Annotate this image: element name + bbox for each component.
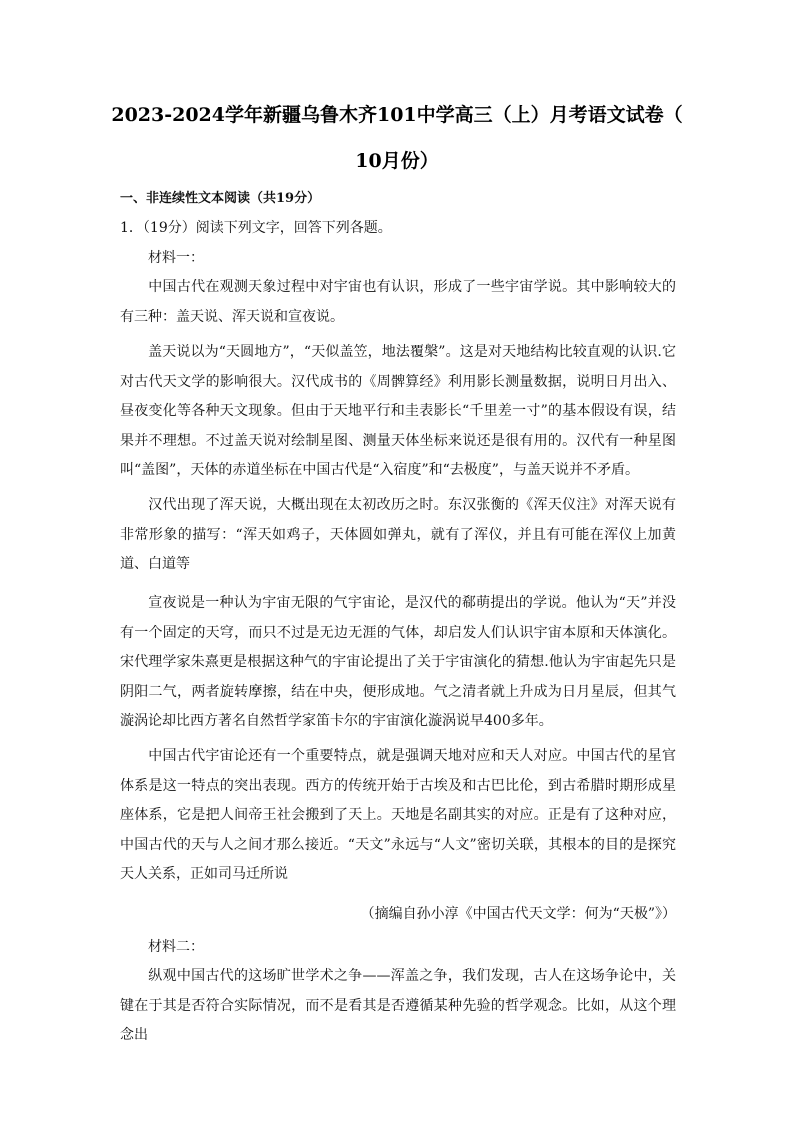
material-2-label: 材料二： bbox=[148, 939, 204, 955]
paragraph-6 bbox=[120, 962, 676, 1051]
paragraph-3 bbox=[120, 491, 676, 580]
material-1-label: 材料一： bbox=[148, 250, 204, 266]
paragraph-5-text: 中国古代宇宙论还有一个重要特点，就是强调天地对应和天人对应。中国古代的星官体系是这一特点的突出表现。西方的传统开始于古埃及和古巴比伦，到古希腊时期形成星座体系，它是把人间帝王社会搬到了天上。天地是名副其实的对应。正是有了这种对应，中国古代的天与人之间才那么接近。“天文”永远与“人文”密切关联，其根本的目的是探究天人关系，正如司马迁所说 bbox=[120, 748, 676, 882]
question-1-prompt: 1．（19分）阅读下列文字，回答下列各题。 bbox=[120, 220, 392, 236]
paragraph-4-text: 宣夜说是一种认为宇宙无限的气宇宙论，是汉代的郗萌提出的学说。他认为“天”并没有一个固定的天穹，而只不过是无边无涯的气体，却启发人们认识宇宙本原和天体演化。宋代理学家朱熹更是根据这种气的宇宙论提出了关于宇宙演化的猜想.他认为宇宙起先只是阴阳二气，两者旋转摩擦，结在中央，便形成地。气之清者就上升成为日月星辰，但其气漩涡论却比西方著名自然哲学家笛卡尔的宇宙演化漩涡说早400多年。 bbox=[120, 595, 676, 729]
paragraph-4 bbox=[120, 589, 676, 737]
section-heading: 一、非连续性文本阅读（共19分） bbox=[120, 191, 321, 206]
paragraph-1-text: 中国古代在观测天象过程中对宇宙也有认识，形成了一些宇宙学说。其中影响较大的有三种：盖天说、浑天说和宣夜说。 bbox=[120, 279, 676, 325]
paragraph-6-text: 纵观中国古代的这场旷世学术之争——浑盖之争，我们发现，古人在这场争论中，关键在于其是否符合实际情况，而不是看其是否遵循某种先验的哲学观念。比如，从这个理念出 bbox=[120, 968, 676, 1043]
paragraph-2 bbox=[120, 338, 676, 486]
source-citation: （摘编自孙小淳《中国古代天文学：何为“天极”》） bbox=[360, 906, 676, 922]
exam-title-line2: 10月份） bbox=[355, 150, 439, 172]
paragraph-2-text: 盖天说以为“天圆地方”，“天似盖笠，地法覆槃”。这是对天地结构比较直观的认识.它对古代天文学的影响很大。汉代成书的《周髀算经》利用影长测量数据，说明日月出入、昼夜变化等各种天文现象。但由于天地平行和圭表影长“千里差一寸”的基本假设有误，结果并不理想。不过盖天说对绘制星图、测量天体坐标来说还是很有用的。汉代有一种星图叫“盖图”，天体的赤道坐标在中国古代是“入宿度”和“去极度”，与盖天说并不矛盾。 bbox=[120, 344, 676, 478]
paragraph-1 bbox=[120, 273, 676, 332]
paragraph-5 bbox=[120, 742, 676, 890]
exam-title-line1: 2023-2024学年新疆乌鲁木齐101中学高三（上）月考语文试卷（ bbox=[111, 104, 683, 126]
paragraph-3-text: 汉代出现了浑天说，大概出现在太初改历之时。东汉张衡的《浑天仪注》对浑天说有非常形象的描写：“浑天如鸡子，天体圆如弹丸，就有了浑仪，并且有可能在浑仪上加黄道、白道等 bbox=[120, 497, 676, 572]
